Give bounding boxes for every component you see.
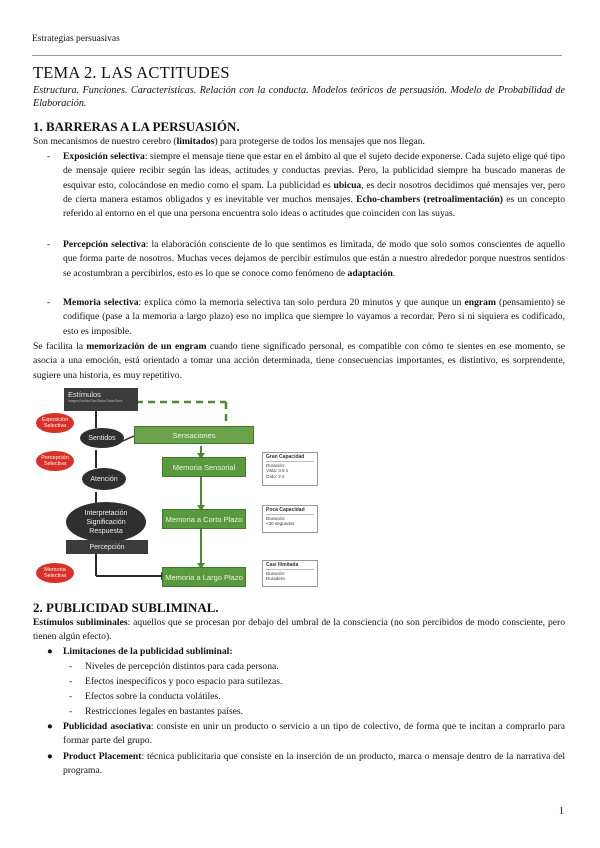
- limitacion-3: - Efectos sobre la conducta volátiles.: [69, 691, 221, 702]
- sentidos-node: Sentidos: [80, 428, 124, 448]
- page-subtitle: Estructura. Funciones. Características. Relación con la conducta. Modelos teóricos de persuasión. Modelo de Probabilidad de Elaboración.: [33, 85, 565, 109]
- section2-intro: Estímulos subliminales: aquellos que se procesan por debajo del umbral de la consciencia (no son percibidos de modo consciente, pero tienen algún efecto).: [33, 617, 565, 643]
- dash-marker: -: [47, 297, 51, 308]
- bullet-dot: ●: [47, 721, 53, 732]
- section1-intro: Son mecanismos de nuestro cerebro (limitados) para protegerse de todos los mensajes que nos llegan.: [33, 136, 425, 147]
- bullet-dot: ●: [47, 646, 53, 657]
- page-number: 1: [559, 806, 564, 817]
- publicidad-asociativa-item: ● Publicidad asociativa: consiste en unir un producto o servicio a un tipo de colectivo, de forma que te incitan a comprarlo para formar parte del grupo.: [47, 721, 566, 747]
- memoria-largo-plazo-box: Memoria a Largo Plazo: [162, 567, 246, 587]
- diagram-connectors: [36, 388, 332, 588]
- memoria-sensorial-box: Memoria Sensorial: [162, 457, 246, 477]
- section1-heading: 1. BARRERAS A LA PERSUASIÓN.: [33, 119, 240, 134]
- limitacion-2: - Efectos inespecíficos y poco espacio para sutilezas.: [69, 676, 283, 687]
- memorization-paragraph: Se facilita la memorización de un engram cuando tiene significado personal, es compatible con cómo te sientes en ese momento, se asocia a una emoción, está orientado a tomar una acción determinada, tiene consecuencias importantes, es distintivo, es sorprendente, sugiere una historia, es muy repetitivo.: [33, 341, 565, 381]
- dash-marker: -: [47, 151, 51, 162]
- atencion-node: Atención: [82, 468, 126, 490]
- estimulos-box: Estímulos Imagen/Sonido/Olor/Sabor/Tacto/Sens: [64, 388, 138, 411]
- percepcion-bar: Percepción: [66, 540, 148, 554]
- info-card-largo: Casi Ilimitada Duración: Duradera: [262, 560, 318, 587]
- running-header: Estrategias persuasivas: [32, 34, 120, 44]
- memory-diagram: [36, 388, 332, 588]
- bullet-dot: ●: [47, 751, 53, 762]
- page-title: TEMA 2. LAS ACTITUDES: [33, 63, 230, 82]
- info-card-corto: Poca Capacidad Duración: <30 segundos: [262, 505, 318, 533]
- list-item-percepcion: - Percepción selectiva: la elaboración consciente de lo que sentimos es limitada, de modo que solo somos conscientes de aquello que forma parte de nosotros. Muchas veces dejamos de percibir estímulos que están a nuestro alrededor porque nuestros sentidos se acostumbran a percibirlos, esto es lo que se conoce como fenómeno de adaptación.: [47, 239, 565, 279]
- list-item-exposicion: - Exposición selectiva: siempre el mensaje tiene que estar en el ámbito al que el sujeto decide exponerse. Cada sujeto elige qué tipo de mensaje quiere recibir según las ideas, actitudes y conductas previas. Pero, la publicidad siempre ha buscado maneras de esquivar esto, colocándose en medio como el spam. La publicidad es ubicua, es decir nosotros decidimos qué mensajes ver, pero de cierta manera estamos obligados y es inevitable ver muchos mensajes. Echo-chambers (retroalimentación) es un concepto referido al entorno en el que una persona encuentra solo ideas o actitudes que coinciden con las suyas.: [47, 151, 566, 220]
- percepcion-selectiva-badge: Percepción Selectiva: [36, 451, 74, 471]
- sensaciones-bar: Sensaciones: [134, 426, 254, 444]
- interpretacion-node: Interpretación Significación Respuesta: [66, 502, 146, 542]
- list-item-memoria: - Memoria selectiva: explica cómo la memoria selectiva tan solo perdura 20 minutos y que aunque un engram (pensamiento) se codifique (pase a la memoria a largo plazo) eso no implica que siempre lo vayamos a recordar. Pero si ni siquiera es codificado, esto es imposible.: [47, 297, 565, 337]
- product-placement-item: ● Product Placement: técnica publicitaria que consiste en la inserción de un producto, marca o mensaje dentro de la narrativa del programa.: [47, 751, 565, 777]
- header-rule: [32, 55, 562, 56]
- limitacion-1: - Niveles de percepción distintos para cada persona.: [69, 661, 279, 672]
- exposicion-selectiva-badge: Exposición Selectiva: [36, 413, 74, 433]
- limitaciones-item: ● Limitaciones de la publicidad subliminal:: [63, 645, 565, 659]
- memoria-selectiva-badge: Memoria Selectiva: [36, 563, 74, 583]
- memoria-corto-plazo-box: Memoria a Corto Plazo: [162, 509, 246, 529]
- limitacion-4: - Restricciones legales en bastantes países.: [69, 706, 243, 717]
- dash-marker: -: [47, 239, 51, 250]
- section2-heading: 2. PUBLICIDAD SUBLIMINAL.: [33, 600, 219, 615]
- info-card-sensorial: Gran Capacidad Duración: Vista: 0.5 s Oído: 2 s: [262, 452, 318, 486]
